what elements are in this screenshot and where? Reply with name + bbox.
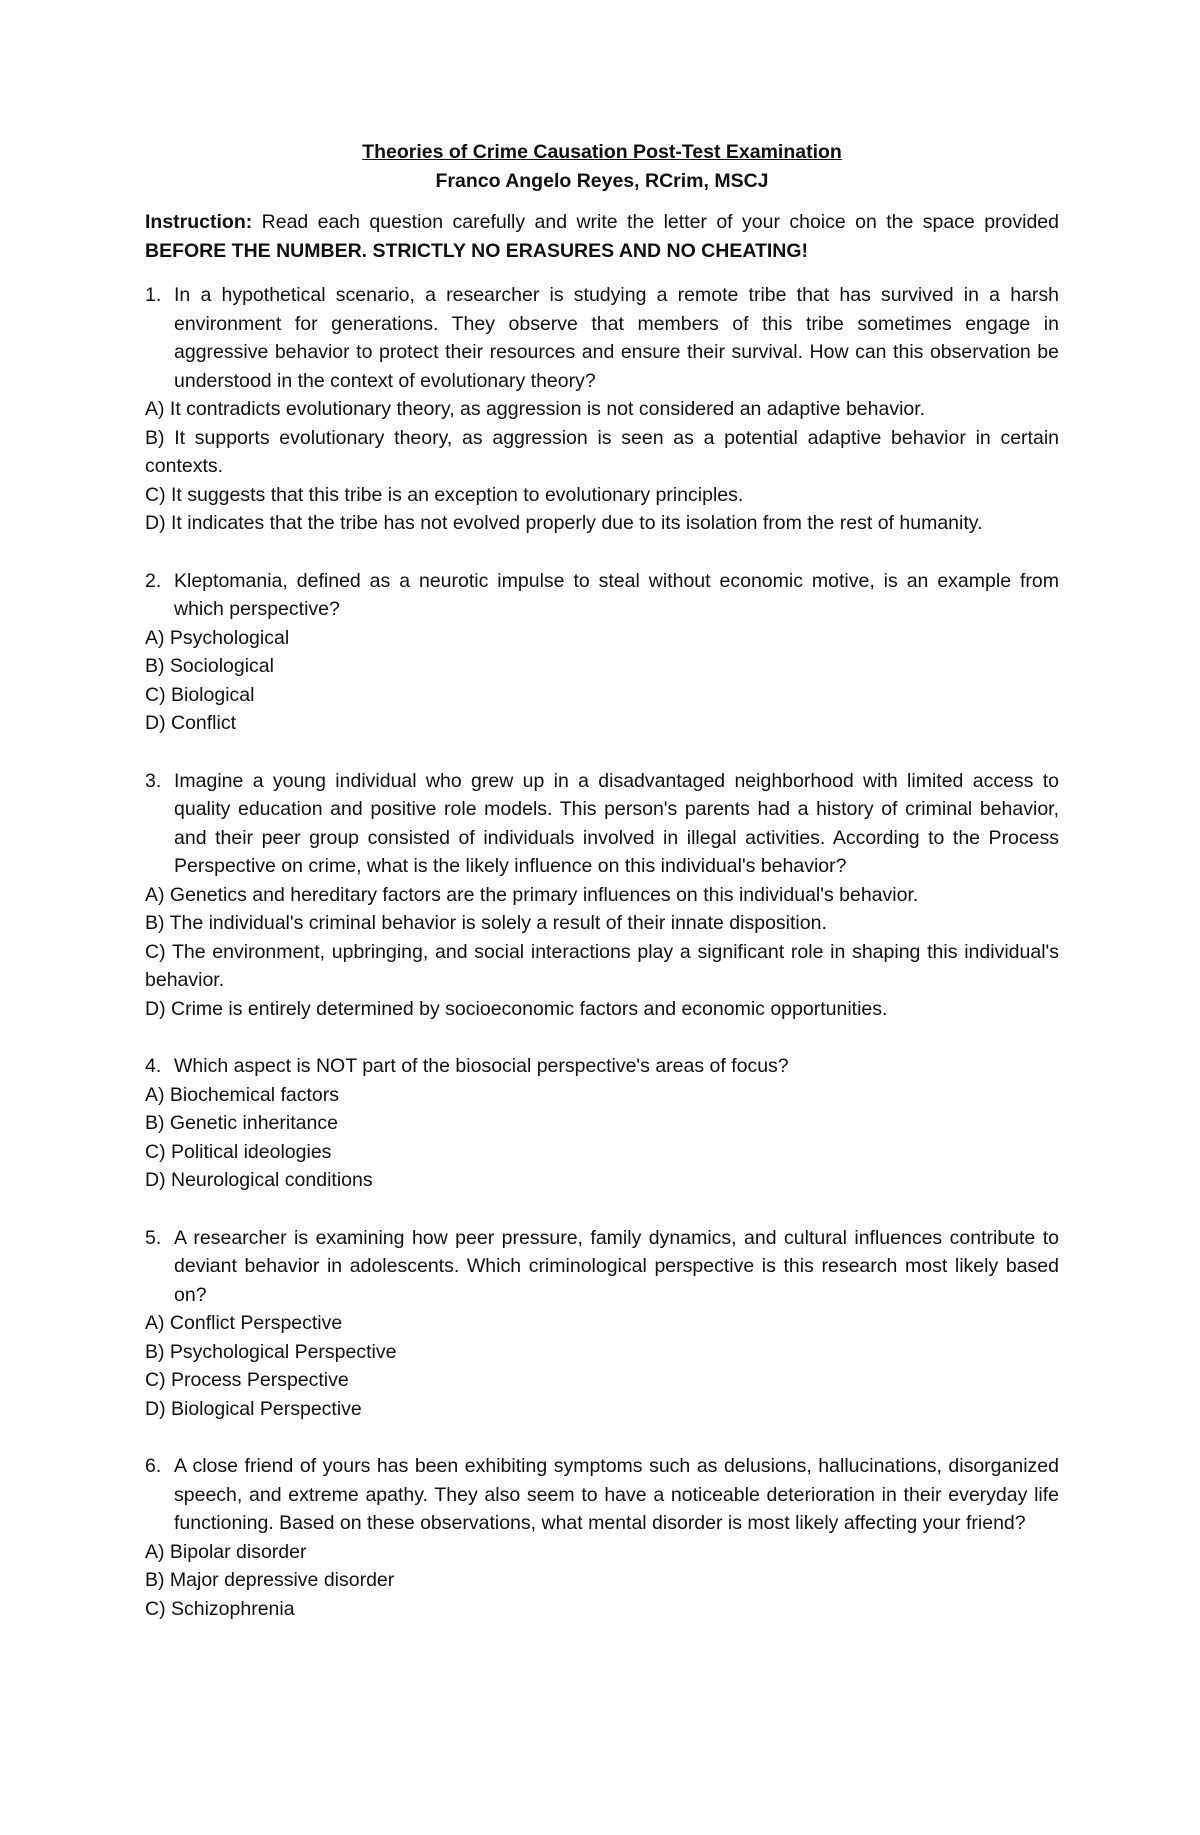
question-text: A researcher is examining how peer pressure, family dynamics, and cultural influences contribute to deviant behavior in adolescents. Which criminological perspective is this research most likely based on? — [174, 1226, 1059, 1306]
choice-a: A) Conflict Perspective — [145, 1312, 343, 1334]
question-stem — [145, 567, 1059, 624]
choice-b: B) Major depressive disorder — [145, 1569, 395, 1591]
question-text: Imagine a young individual who grew up in a disadvantaged neighborhood with limited access to quality education and positive role models. This person's parents had a history of criminal behavior, and their peer group consisted of individuals involved in illegal activities. According to the Process Perspective on crime, what is the likely influence on this individual's behavior? — [174, 769, 1059, 877]
question-text: Kleptomania, defined as a neurotic impulse to steal without economic motive, is an example from which perspective? — [174, 569, 1059, 620]
author-line: Franco Angelo Reyes, RCrim, MSCJ — [435, 169, 769, 192]
page-title: Theories of Crime Causation Post-Test Examination — [362, 141, 842, 163]
choice-b: B) Psychological Perspective — [145, 1340, 397, 1363]
question-3 — [145, 767, 1059, 1024]
instruction-paragraph — [145, 208, 1059, 265]
choice-c: C) The environment, upbringing, and social interactions play a significant role in shaping this individual's behavior. — [145, 940, 1059, 991]
question-2 — [145, 567, 1059, 738]
question-1 — [145, 281, 1059, 538]
choice-b: B) The individual's criminal behavior is solely a result of their innate disposition. — [145, 912, 827, 934]
question-number: 5. — [145, 1226, 162, 1249]
choice-c: C) Process Perspective — [145, 1369, 349, 1391]
choice-b: B) Sociological — [145, 655, 274, 677]
question-text: Which aspect is NOT part of the biosocial perspective's areas of focus? — [174, 1055, 789, 1077]
question-number: 2. — [145, 569, 162, 592]
choice-b: B) It supports evolutionary theory, as aggression is seen as a potential adaptive behavior in certain contexts. — [145, 426, 1059, 477]
question-stem — [145, 281, 1059, 395]
choice-c: C) Political ideologies — [145, 1140, 332, 1163]
choice-a: A) Biochemical factors — [145, 1083, 339, 1106]
choice-c: C) It suggests that this tribe is an exception to evolutionary principles. — [145, 483, 744, 506]
instruction-text: Read each question carefully and write the letter of your choice on the space provided — [252, 211, 1059, 233]
question-5 — [145, 1224, 1059, 1424]
choice-a: A) Bipolar disorder — [145, 1540, 307, 1563]
choice-d: D) Crime is entirely determined by socioeconomic factors and economic opportunities. — [145, 997, 888, 1020]
choice-b: B) Genetic inheritance — [145, 1112, 338, 1134]
choice-a: A) Psychological — [145, 626, 290, 649]
choice-c: C) Biological — [145, 683, 255, 706]
choice-a: A) Genetics and hereditary factors are the primary influences on this individual's behavior. — [145, 883, 919, 906]
choice-d: D) It indicates that the tribe has not evolved properly due to its isolation from the rest of humanity. — [145, 512, 983, 534]
instruction-label: Instruction: — [145, 211, 253, 233]
question-stem — [145, 1224, 1059, 1310]
question-stem — [145, 767, 1059, 881]
instruction-emphasis: BEFORE THE NUMBER. STRICTLY NO ERASURES AND NO CHEATING! — [145, 239, 809, 262]
choice-a: A) It contradicts evolutionary theory, as aggression is not considered an adaptive behavior. — [145, 398, 926, 420]
choice-c: C) Schizophrenia — [145, 1597, 295, 1620]
question-number: 3. — [145, 769, 162, 792]
choice-d: D) Conflict — [145, 712, 237, 734]
question-4 — [145, 1052, 1059, 1195]
question-number: 4. — [145, 1055, 162, 1077]
question-stem — [145, 1052, 1059, 1081]
question-6 — [145, 1452, 1059, 1623]
question-text: A close friend of yours has been exhibiting symptoms such as delusions, hallucinations, disorganized speech, and extreme apathy. They also seem to have a noticeable deterioration in their everyday life functioning. Based on these observations, what mental disorder is most likely affecting your friend? — [174, 1455, 1059, 1534]
question-number: 6. — [145, 1455, 162, 1477]
question-number: 1. — [145, 284, 162, 306]
question-text: In a hypothetical scenario, a researcher is studying a remote tribe that has survived in a harsh environment for generations. They observe that members of this tribe sometimes engage in aggressive behavior to protect their resources and ensure their survival. How can this observation be understood in the context of evolutionary theory? — [174, 284, 1059, 392]
question-stem — [145, 1452, 1059, 1538]
choice-d: D) Biological Perspective — [145, 1397, 362, 1420]
choice-d: D) Neurological conditions — [145, 1169, 373, 1191]
